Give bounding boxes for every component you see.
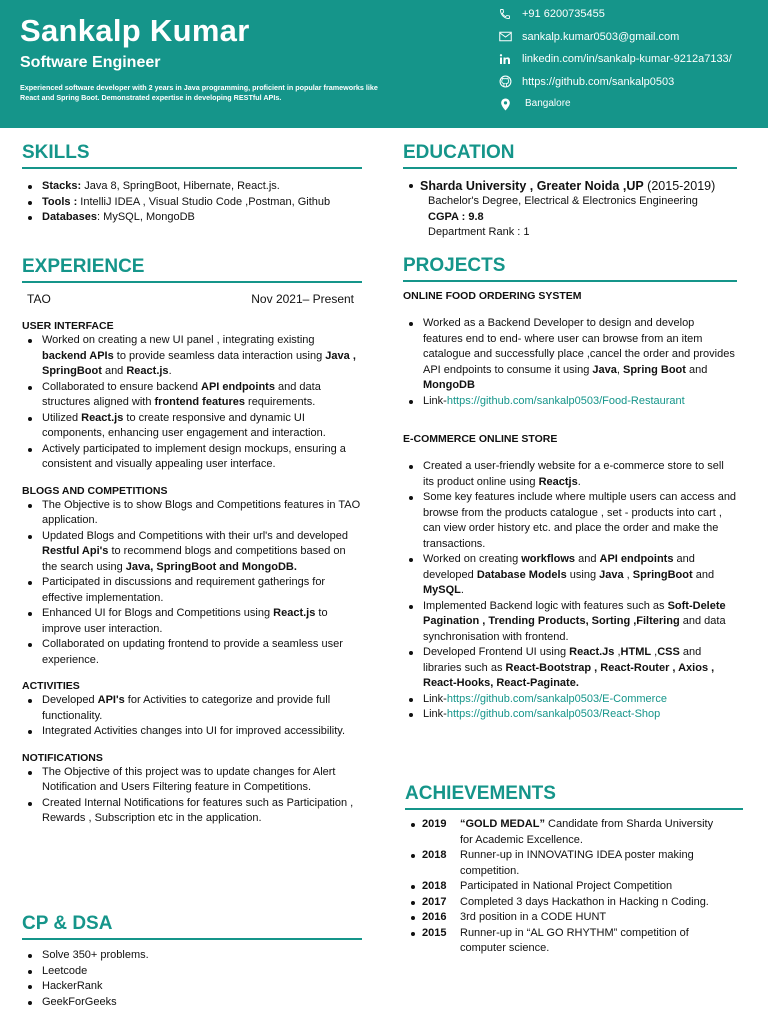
achievement-text: Runner-up in “AL GO RHYTHM” competition of computer science. [460, 926, 689, 954]
education-section [403, 140, 737, 241]
achievement-text: 3rd position in a CODE HUNT [460, 911, 607, 923]
link-prefix: Link- [423, 394, 447, 407]
achievement-item [405, 848, 743, 879]
experience-bullet: Developed API's for Activities to categorize and provide full functionality. [22, 693, 362, 724]
education-heading: EDUCATION [403, 142, 515, 163]
project-bullet: Developed Frontend UI using React.Js ,HTML ,CSS and libraries such as React-Bootstrap , React-Router , Axios , React-Hooks, React-Paginate. [403, 645, 737, 692]
achievement-item [405, 910, 743, 926]
cpdsa-item: GeekForGeeks [22, 995, 362, 1011]
section-divider [403, 280, 737, 282]
achievement-year: 2017 [422, 895, 447, 908]
experience-bullet: Collaborated to ensure backend API endpoints and data structures aligned with frontend features requirements. [22, 380, 362, 411]
section-divider [403, 167, 737, 169]
achievement-item [405, 926, 743, 957]
experience-subheading: BLOGS AND COMPETITIONS [22, 484, 168, 497]
cgpa: CGPA : 9.8 [428, 210, 484, 223]
project-link-item [403, 394, 737, 410]
experience-bullet: Enhanced UI for Blogs and Competitions using React.js to improve user interaction. [22, 606, 362, 637]
job-title: Software Engineer [20, 54, 161, 71]
link-prefix: Link- [423, 708, 447, 720]
projects-heading: PROJECTS [403, 255, 506, 276]
cpdsa-item: Solve 350+ problems. [22, 948, 362, 964]
project-bullet-list [403, 316, 737, 409]
achievement-text: “GOLD MEDAL” Candidate from Sharda University for Academic Excellence. [460, 818, 714, 846]
project-bullet: Implemented Backend logic with features such as Soft-Delete Pagination , Trending Products, Sorting ,Filtering and data synchronisation with frontend. [403, 599, 737, 646]
contact-list [498, 6, 766, 119]
achievement-year: 2015 [422, 926, 447, 939]
experience-bullet: Worked on creating a new UI panel , integrating existing backend APIs to provide seamless data interaction using Java , SpringBoot and React.js. [22, 333, 362, 380]
achievements-section [405, 781, 743, 957]
projects-section [403, 253, 737, 723]
skill-item: Stacks: Java 8, SpringBoot, Hibernate, React.js. [22, 179, 362, 195]
skills-section [22, 140, 362, 226]
experience-bullet: Updated Blogs and Competitions with their url's and developed Restful Api's to recommend blogs and competitions based on the search using Java, SpringBoot and MongoDB. [22, 529, 362, 576]
contact-linkedin[interactable] [498, 51, 766, 74]
achievement-year: 2016 [422, 911, 447, 923]
skill-item: Databases: MySQL, MongoDB [22, 210, 362, 226]
school-name: Sharda University , Greater Noida ,UP [420, 179, 644, 193]
project-title: ONLINE FOOD ORDERING SYSTEM [403, 290, 582, 302]
cpdsa-item: HackerRank [22, 979, 362, 995]
github-icon [498, 75, 512, 89]
section-divider [22, 167, 362, 169]
section-divider [22, 938, 362, 940]
project-bullet: Some key features include where multiple users can access and browse from the products catalogue , set - products into cart , can view order history etc. and place the order and make the transactions. [403, 490, 737, 552]
achievement-text: Runner-up in INNOVATING IDEA poster making competition. [460, 849, 694, 877]
email-text: sankalp.kumar0503@gmail.com [522, 30, 680, 43]
experience-bullet-list [22, 765, 362, 827]
experience-bullet: The Objective is to show Blogs and Competitions features in TAO application. [22, 498, 362, 529]
experience-heading: EXPERIENCE [22, 256, 145, 277]
project-title: E-COMMERCE ONLINE STORE [403, 433, 558, 445]
project-link-item [403, 692, 737, 708]
experience-bullet-list [22, 498, 362, 669]
achievement-item [405, 895, 743, 911]
project-bullet: Created a user-friendly website for a e-commerce store to sell its product online using Reactjs. [403, 459, 737, 490]
experience-bullet: Actively participated to implement design mockups, ensuring a consistent and visually appealing user interface. [22, 442, 362, 473]
linkedin-icon [498, 52, 512, 66]
candidate-name: Sankalp Kumar [20, 13, 250, 48]
section-divider [405, 808, 743, 810]
employment-dates: Nov 2021– Present [251, 292, 354, 306]
skills-heading: SKILLS [22, 142, 90, 163]
experience-org-row [22, 292, 362, 306]
education-item [403, 178, 737, 194]
experience-subheading: ACTIVITIES [22, 680, 80, 692]
achievement-item [405, 817, 743, 848]
github-text: https://github.com/sankalp0503 [522, 75, 675, 88]
contact-location [498, 96, 766, 119]
project-github-link[interactable]: https://github.com/sankalp0503/Food-Restaurant [446, 394, 685, 407]
project-bullet: Worked as a Backend Developer to design and develop features end to end- where user can browse from an item catalogue and successfully place ,cancel the order and provides API endpoints to consume it using Java, Spring Boot and MongoDB [403, 316, 737, 394]
project-github-link[interactable]: https://github.com/sankalp0503/React-Shop [446, 708, 661, 720]
achievement-text: Participated in National Project Competition [460, 880, 673, 892]
cpdsa-section [22, 911, 362, 1010]
experience-bullet: The Objective of this project was to update changes for Alert Notification and Users Filtering feature in Competitions. [22, 765, 362, 796]
achievement-year: 2018 [422, 880, 447, 892]
company-name: TAO [27, 292, 51, 306]
project-bullet-list [403, 459, 737, 723]
cpdsa-heading: CP & DSA [22, 913, 113, 934]
phone-text: +91 6200735455 [522, 8, 605, 20]
link-prefix: Link- [423, 692, 447, 705]
project-github-link[interactable]: https://github.com/sankalp0503/E-Commerce [446, 692, 667, 705]
experience-subheading: USER INTERFACE [22, 320, 114, 332]
email-icon [498, 30, 512, 44]
experience-subheading: NOTIFICATIONS [22, 751, 103, 764]
experience-bullet: Utilized React.js to create responsive and dynamic UI components, enhancing user engagement and interaction. [22, 411, 362, 442]
experience-section [22, 254, 362, 827]
achievement-year: 2019 [422, 818, 447, 830]
education-details [403, 194, 737, 241]
phone-icon [498, 7, 512, 21]
experience-bullet: Collaborated on updating frontend to provide a seamless user experience. [22, 637, 362, 668]
experience-bullet: Participated in discussions and requirement gatherings for effective implementation. [22, 575, 362, 606]
degree: Bachelor's Degree, Electrical & Electronics Engineering [428, 195, 698, 207]
projects-list [403, 290, 737, 723]
experience-subsections [22, 320, 362, 827]
project-link-item [403, 707, 737, 723]
section-divider [22, 281, 362, 283]
achievement-text: Completed 3 days Hackathon in Hacking n Coding. [460, 895, 709, 908]
achievement-item [405, 879, 743, 895]
experience-bullet: Created Internal Notifications for features such as Participation , Rewards , Subscription etc in the application. [22, 796, 362, 827]
experience-bullet-list [22, 693, 362, 740]
contact-github[interactable] [498, 74, 766, 97]
contact-email[interactable] [498, 29, 766, 52]
education-list [403, 178, 737, 194]
education-years: (2015-2019) [643, 179, 716, 193]
achievement-year: 2018 [422, 849, 447, 861]
location-text: Bangalore [525, 98, 571, 109]
experience-bullet: Integrated Activities changes into UI for improved accessibility. [22, 724, 362, 740]
cpdsa-item: Leetcode [22, 964, 362, 980]
skills-list [22, 179, 362, 226]
linkedin-text: linkedin.com/in/sankalp-kumar-9212a7133/ [522, 53, 732, 65]
resume-header [0, 0, 768, 128]
profile-summary: Experienced software developer with 2 years in Java programming, proficient in popular frameworks like React and Spring Boot. Demonstrated expertise in developing RESTful APIs. [20, 83, 378, 102]
project-bullet: Worked on creating workflows and API endpoints and developed Database Models using Java , SpringBoot and MySQL. [403, 552, 737, 599]
experience-bullet-list [22, 333, 362, 473]
skill-item: Tools : IntelliJ IDEA , Visual Studio Code ,Postman, Github [22, 195, 362, 211]
achievements-heading: ACHIEVEMENTS [405, 783, 556, 804]
contact-phone[interactable] [498, 6, 766, 29]
achievements-list [405, 817, 743, 957]
cpdsa-list [22, 948, 362, 1010]
department-rank: Department Rank : 1 [428, 226, 530, 238]
location-icon [498, 97, 512, 111]
